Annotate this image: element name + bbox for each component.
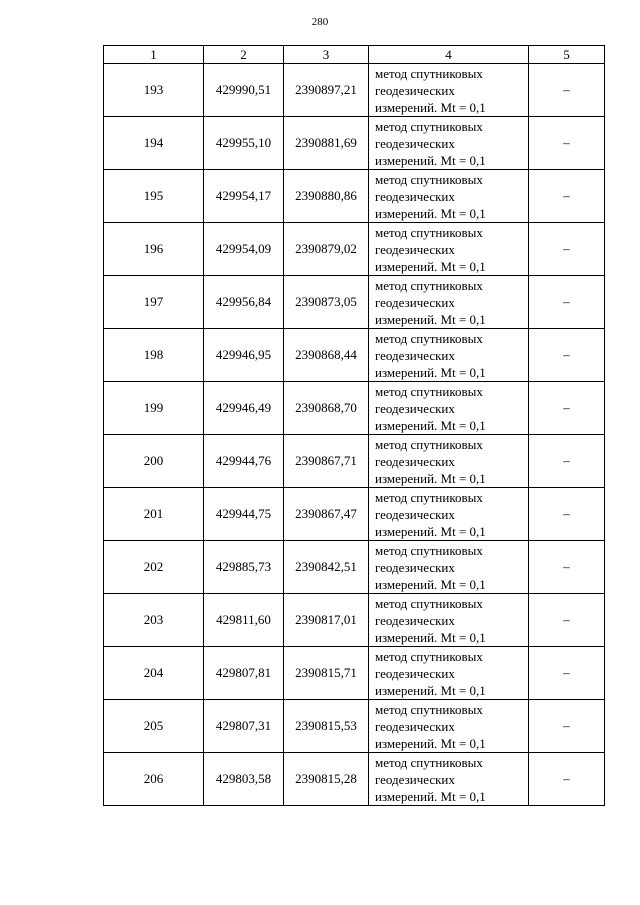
method-cell [369, 700, 529, 753]
table-row [104, 488, 605, 541]
method-line: геодезических [375, 612, 455, 628]
table-row [104, 594, 605, 647]
method-line: метод спутниковых [375, 754, 483, 770]
method-cell [369, 170, 529, 223]
method-line: метод спутниковых [375, 330, 483, 346]
method-line: измерений. Mt = 0,1 [375, 523, 486, 539]
header-col-5: 5 [529, 46, 605, 64]
x-coordinate-cell: 429807,81 [204, 647, 284, 700]
x-coordinate-cell: 429946,95 [204, 329, 284, 382]
table-row [104, 541, 605, 594]
note-cell: – [529, 382, 605, 435]
method-cell [369, 594, 529, 647]
method-cell [369, 541, 529, 594]
method-cell [369, 647, 529, 700]
y-coordinate-cell: 2390815,71 [284, 647, 369, 700]
method-line: метод спутниковых [375, 595, 483, 611]
method-cell [369, 223, 529, 276]
method-line: измерений. Mt = 0,1 [375, 682, 486, 698]
y-coordinate-cell: 2390867,47 [284, 488, 369, 541]
method-line: измерений. Mt = 0,1 [375, 205, 486, 221]
note-cell: – [529, 223, 605, 276]
method-line: геодезических [375, 453, 455, 469]
note-cell: – [529, 594, 605, 647]
x-coordinate-cell: 429954,09 [204, 223, 284, 276]
note-cell: – [529, 488, 605, 541]
page-number: 280 [311, 16, 329, 28]
coordinates-table [103, 45, 605, 806]
point-number-cell: 202 [104, 541, 204, 594]
method-line: геодезических [375, 241, 455, 257]
header-col-4: 4 [369, 46, 529, 64]
method-cell [369, 117, 529, 170]
method-line: метод спутниковых [375, 224, 483, 240]
method-line: геодезических [375, 82, 455, 98]
point-number-cell: 194 [104, 117, 204, 170]
method-line: измерений. Mt = 0,1 [375, 735, 486, 751]
method-line: геодезических [375, 135, 455, 151]
table-row [104, 329, 605, 382]
method-line: геодезических [375, 559, 455, 575]
x-coordinate-cell: 429811,60 [204, 594, 284, 647]
x-coordinate-cell: 429803,58 [204, 753, 284, 806]
point-number-cell: 197 [104, 276, 204, 329]
header-col-2: 2 [204, 46, 284, 64]
method-cell [369, 382, 529, 435]
header-col-3: 3 [284, 46, 369, 64]
note-cell: – [529, 117, 605, 170]
method-line: геодезических [375, 400, 455, 416]
y-coordinate-cell: 2390879,02 [284, 223, 369, 276]
method-cell [369, 753, 529, 806]
y-coordinate-cell: 2390868,44 [284, 329, 369, 382]
method-line: метод спутниковых [375, 65, 483, 81]
method-line: метод спутниковых [375, 171, 483, 187]
method-cell [369, 329, 529, 382]
point-number-cell: 201 [104, 488, 204, 541]
method-line: геодезических [375, 506, 455, 522]
point-number-cell: 193 [104, 64, 204, 117]
y-coordinate-cell: 2390815,53 [284, 700, 369, 753]
note-cell: – [529, 329, 605, 382]
method-line: геодезических [375, 771, 455, 787]
note-cell: – [529, 64, 605, 117]
table-row [104, 382, 605, 435]
point-number-cell: 199 [104, 382, 204, 435]
table-row [104, 700, 605, 753]
method-line: измерений. Mt = 0,1 [375, 311, 486, 327]
note-cell: – [529, 700, 605, 753]
method-line: измерений. Mt = 0,1 [375, 152, 486, 168]
note-cell: – [529, 435, 605, 488]
method-line: метод спутниковых [375, 489, 483, 505]
point-number-cell: 206 [104, 753, 204, 806]
x-coordinate-cell: 429807,31 [204, 700, 284, 753]
header-col-1: 1 [104, 46, 204, 64]
y-coordinate-cell: 2390842,51 [284, 541, 369, 594]
method-line: метод спутниковых [375, 436, 483, 452]
table-row [104, 753, 605, 806]
table-row [104, 64, 605, 117]
method-cell [369, 64, 529, 117]
point-number-cell: 204 [104, 647, 204, 700]
method-cell [369, 435, 529, 488]
y-coordinate-cell: 2390817,01 [284, 594, 369, 647]
note-cell: – [529, 276, 605, 329]
x-coordinate-cell: 429885,73 [204, 541, 284, 594]
method-line: метод спутниковых [375, 542, 483, 558]
method-line: метод спутниковых [375, 277, 483, 293]
method-cell [369, 488, 529, 541]
y-coordinate-cell: 2390867,71 [284, 435, 369, 488]
point-number-cell: 205 [104, 700, 204, 753]
table-body [104, 64, 605, 806]
method-line: геодезических [375, 718, 455, 734]
y-coordinate-cell: 2390815,28 [284, 753, 369, 806]
x-coordinate-cell: 429956,84 [204, 276, 284, 329]
method-line: измерений. Mt = 0,1 [375, 576, 486, 592]
point-number-cell: 203 [104, 594, 204, 647]
method-line: измерений. Mt = 0,1 [375, 258, 486, 274]
method-line: измерений. Mt = 0,1 [375, 788, 486, 804]
note-cell: – [529, 170, 605, 223]
header-row [104, 46, 605, 64]
y-coordinate-cell: 2390880,86 [284, 170, 369, 223]
note-cell: – [529, 647, 605, 700]
x-coordinate-cell: 429946,49 [204, 382, 284, 435]
table-row [104, 276, 605, 329]
method-line: измерений. Mt = 0,1 [375, 470, 486, 486]
y-coordinate-cell: 2390868,70 [284, 382, 369, 435]
method-line: геодезических [375, 665, 455, 681]
point-number-cell: 195 [104, 170, 204, 223]
point-number-cell: 198 [104, 329, 204, 382]
x-coordinate-cell: 429944,75 [204, 488, 284, 541]
method-line: метод спутниковых [375, 701, 483, 717]
x-coordinate-cell: 429944,76 [204, 435, 284, 488]
point-number-cell: 200 [104, 435, 204, 488]
table-row [104, 647, 605, 700]
method-line: геодезических [375, 347, 455, 363]
table-row [104, 435, 605, 488]
method-line: измерений. Mt = 0,1 [375, 629, 486, 645]
y-coordinate-cell: 2390897,21 [284, 64, 369, 117]
table-row [104, 170, 605, 223]
method-line: геодезических [375, 294, 455, 310]
y-coordinate-cell: 2390873,05 [284, 276, 369, 329]
point-number-cell: 196 [104, 223, 204, 276]
note-cell: – [529, 541, 605, 594]
note-cell: – [529, 753, 605, 806]
table-row [104, 223, 605, 276]
method-cell [369, 276, 529, 329]
method-line: измерений. Mt = 0,1 [375, 417, 486, 433]
x-coordinate-cell: 429954,17 [204, 170, 284, 223]
method-line: метод спутниковых [375, 648, 483, 664]
method-line: измерений. Mt = 0,1 [375, 99, 486, 115]
table-row [104, 117, 605, 170]
method-line: измерений. Mt = 0,1 [375, 364, 486, 380]
x-coordinate-cell: 429955,10 [204, 117, 284, 170]
x-coordinate-cell: 429990,51 [204, 64, 284, 117]
y-coordinate-cell: 2390881,69 [284, 117, 369, 170]
method-line: метод спутниковых [375, 383, 483, 399]
method-line: геодезических [375, 188, 455, 204]
method-line: метод спутниковых [375, 118, 483, 134]
